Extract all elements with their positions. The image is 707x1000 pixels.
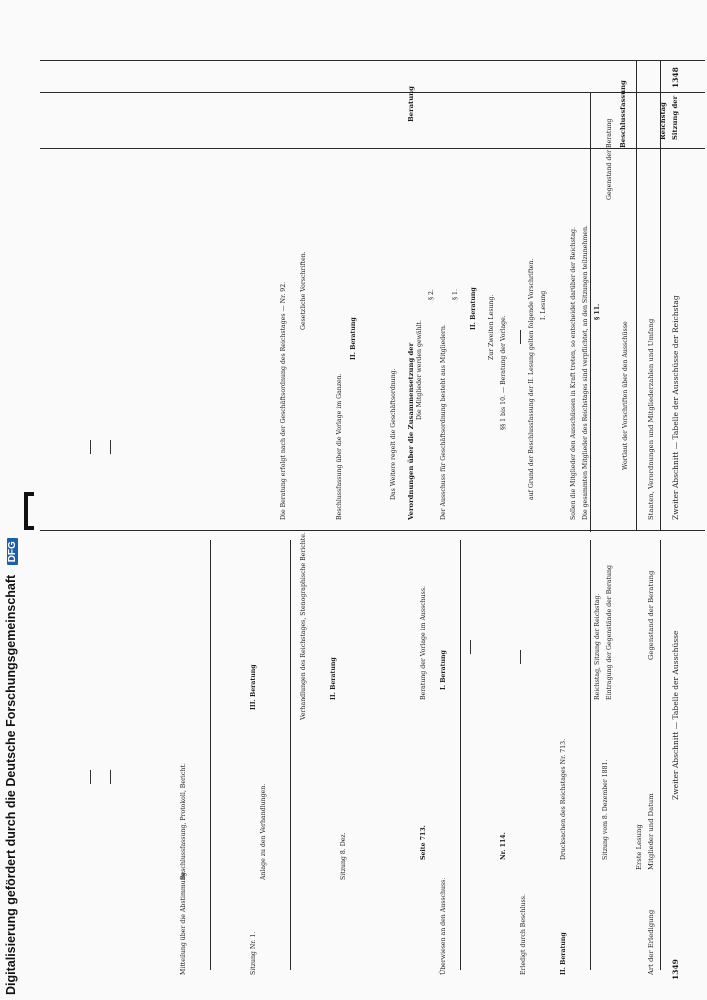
right-p4: Beratung der Vorlage im Ausschuss.: [420, 586, 427, 700]
left-p16: Beschlussfassung über die Vorlage im Ganzen.: [336, 373, 343, 520]
right-p6: Verhandlungen des Reichstages, Stenographische Berichte.: [300, 532, 307, 720]
header-rule-2: [40, 92, 705, 93]
col-rule-left-c: [590, 92, 591, 532]
footer-text: Digitalisierung gefördert durch die Deutsche Forschungsgemeinschaft: [4, 574, 18, 995]
margin-label-2: Reichstag: [659, 102, 667, 140]
left-p6: auf Grund der Beschlussfassung der II. Lesung gelten folgende Vorschriften.: [528, 258, 535, 500]
right-p19: Mitteilung über die Abstimmung.: [180, 870, 187, 975]
dash-2: [110, 440, 111, 454]
left-p1: Gegenstand der Beratung: [606, 118, 613, 200]
dash-1: [520, 330, 521, 344]
right-p18: Sitzung Nr. 1.: [250, 931, 257, 975]
col-rule-right-b: [590, 540, 591, 970]
header-right-col2: Erste Lesung: [635, 824, 643, 870]
left-p14: Das Weitere regelt die Geschäftsordnung.: [390, 368, 397, 500]
left-p2: § 11.: [594, 303, 601, 320]
header-right-title: Zweiter Abschnitt — Tabelle der Ausschüsse: [671, 630, 680, 800]
margin-label-4: Verordnungen über die Zusammensetzung der: [407, 342, 415, 520]
right-p14: Beschlussfassung, Protokoll, Bericht.: [180, 763, 187, 880]
dfg-logo: DFG: [7, 538, 18, 565]
left-p7: §§ 1 bis 10. — Beratung der Vorlage.: [500, 315, 507, 430]
right-p3: I. Beratung: [440, 650, 447, 690]
right-p10: Nr. 114.: [500, 832, 507, 860]
right-p2: Reichstag, Sitzung der Reichstag.: [594, 593, 601, 700]
right-p12: Sitzung 8. Dez.: [340, 832, 347, 880]
col-rule-right-c: [460, 540, 461, 970]
left-p8: Zur Zweiten Lesung.: [488, 294, 495, 360]
header-left-sub: Staaten, Verordnungen und Mitgliederzahlen und Umfang: [647, 318, 655, 520]
left-p17: Gesetzliche Vorschriften.: [300, 251, 307, 330]
header-right-col: Mitglieder und Datum: [647, 793, 655, 870]
page-number-right: 1349: [671, 959, 680, 980]
dash-4: [520, 650, 521, 664]
right-p16: Erledigt durch Beschluss.: [520, 894, 527, 975]
right-p17: Überwiesen an den Ausschuss.: [440, 877, 447, 975]
margin-label-3: Beschlussfassung: [619, 80, 627, 148]
header-left-title: Zweiter Abschnitt — Tabelle der Ausschüsse der Reichstag: [671, 295, 680, 520]
right-p1: Eintragung der Gegenstände der Beratung: [606, 565, 613, 700]
left-p10: § 1.: [452, 289, 459, 300]
left-p11: Der Ausschuss für Geschäftsordnung besteht aus Mitgliedern.: [440, 324, 447, 520]
page-number-left: 1348: [671, 67, 680, 88]
dash-7: [90, 770, 91, 784]
header-right-sub: Gegenstand der Beratung: [647, 570, 655, 660]
col-rule-right-e: [210, 540, 211, 970]
right-p9: Drucksachen des Reichstages Nr. 713.: [560, 738, 567, 860]
dash-3: [90, 440, 91, 454]
col-rule-right-d: [290, 540, 291, 970]
header-rule-top: [40, 60, 705, 61]
page-split-rule: [40, 530, 705, 531]
left-p5: I. Lesung: [540, 290, 547, 320]
left-p9: II. Beratung: [470, 287, 477, 330]
dash-5: [470, 640, 471, 654]
margin-label-1: Sitzung der: [671, 95, 679, 140]
right-p7: III. Beratung: [250, 664, 257, 710]
header-right-col3: Art der Erledigung: [647, 909, 655, 975]
header-left-col: Wortlaut der Vorschriften über den Ausschüsse: [622, 321, 629, 470]
left-p12: § 2.: [428, 289, 435, 300]
page-bracket-mark: [24, 492, 34, 530]
right-p13: Anlage zu den Verhandlungen.: [260, 783, 267, 880]
right-p8: Sitzung vom 8. Dezember 1881.: [602, 759, 609, 860]
left-p18: Die Beratung erfolgt nach der Geschäftsordnung des Reichstages — Nr. 92.: [280, 281, 287, 520]
right-p11: Seite 713.: [420, 825, 427, 860]
left-p4: Sollen die Mitglieder den Ausschüssen in Kraft treten, so entscheidet darüber der Reichstag.: [570, 227, 577, 520]
left-p3: Die gesammten Mitglieder des Reichstages sind verpflichtet, an den Sitzungen teilzunehmen.: [582, 225, 589, 520]
dash-6: [110, 770, 111, 784]
col-rule-right-a: [660, 540, 661, 970]
right-p5: II. Beratung: [330, 657, 337, 700]
left-p13: Die Mitglieder werden gewählt.: [416, 319, 423, 420]
right-p15: II. Beratung: [560, 932, 567, 975]
margin-label-5: Beratung: [407, 86, 415, 122]
col-rule-left-b: [636, 60, 637, 530]
dfg-credit-line: [4, 538, 18, 995]
left-p15: II. Beratung: [350, 317, 357, 360]
